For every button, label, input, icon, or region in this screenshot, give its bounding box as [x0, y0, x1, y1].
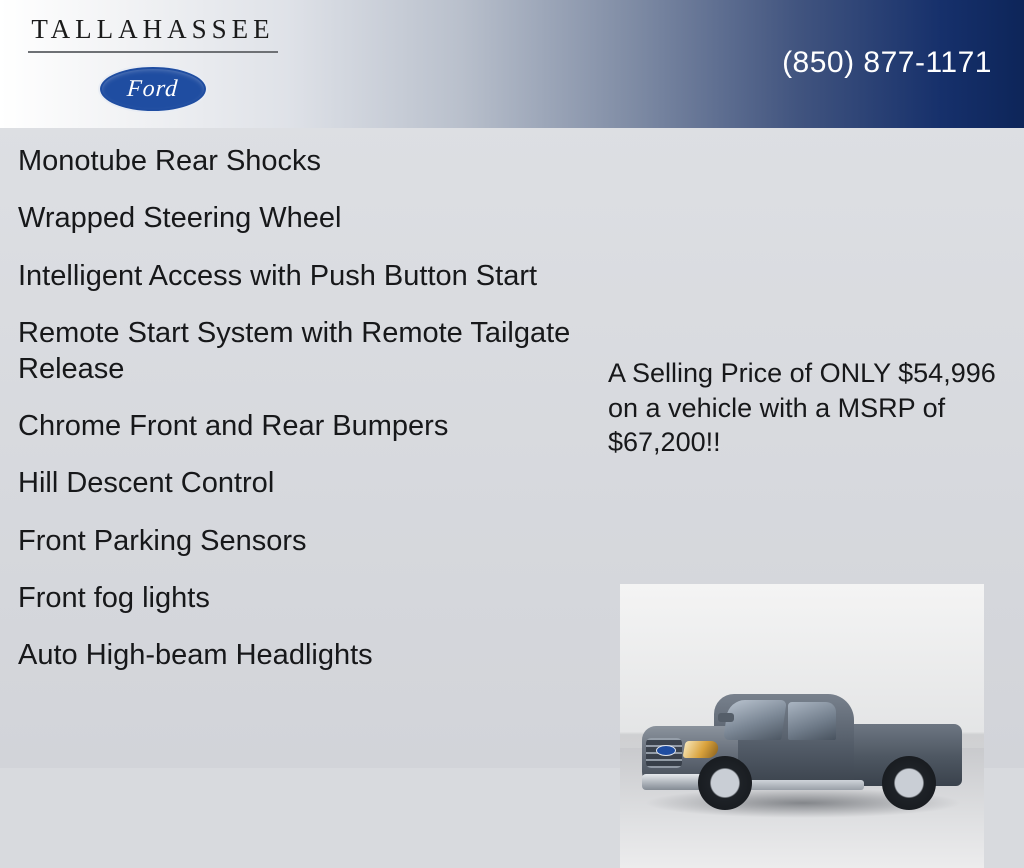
list-item: Auto High-beam Headlights: [18, 639, 373, 672]
slide-content: [0, 128, 1024, 768]
list-item: Chrome Front and Rear Bumpers: [18, 409, 449, 442]
list-item: Front fog lights: [18, 582, 210, 614]
truck-illustration: [642, 664, 962, 814]
truck-running-board: [734, 780, 864, 790]
vehicle-photo: [620, 584, 984, 868]
price-callout: A Selling Price of ONLY $54,996 on a vehicle with a MSRP of $67,200!!: [608, 358, 996, 458]
truck-mirror: [718, 713, 734, 722]
list-item: Wrapped Steering Wheel: [18, 202, 342, 235]
dealer-name: TALLAHASSEE: [28, 14, 278, 53]
truck-front-wheel: [698, 756, 752, 810]
header-banner: [0, 0, 1024, 128]
truck-rear-window: [788, 702, 836, 740]
ford-badge-icon: [656, 745, 676, 756]
ford-logo-icon: [98, 65, 208, 113]
truck-rear-wheel: [882, 756, 936, 810]
truck-headlight: [683, 741, 720, 758]
list-item: Hill Descent Control: [18, 467, 275, 500]
ford-logo-text: Ford: [126, 75, 180, 102]
list-item: Front Parking Sensors: [18, 524, 307, 557]
dealer-phone-number[interactable]: (850) 877-1171: [782, 46, 992, 79]
feature-list: [18, 144, 578, 696]
list-item: Remote Start System with Remote Tailgate Release: [18, 317, 571, 385]
list-item: Intelligent Access with Push Button Start: [18, 259, 538, 292]
dealer-brand: [28, 14, 278, 113]
list-item: Monotube Rear Shocks: [18, 145, 322, 177]
